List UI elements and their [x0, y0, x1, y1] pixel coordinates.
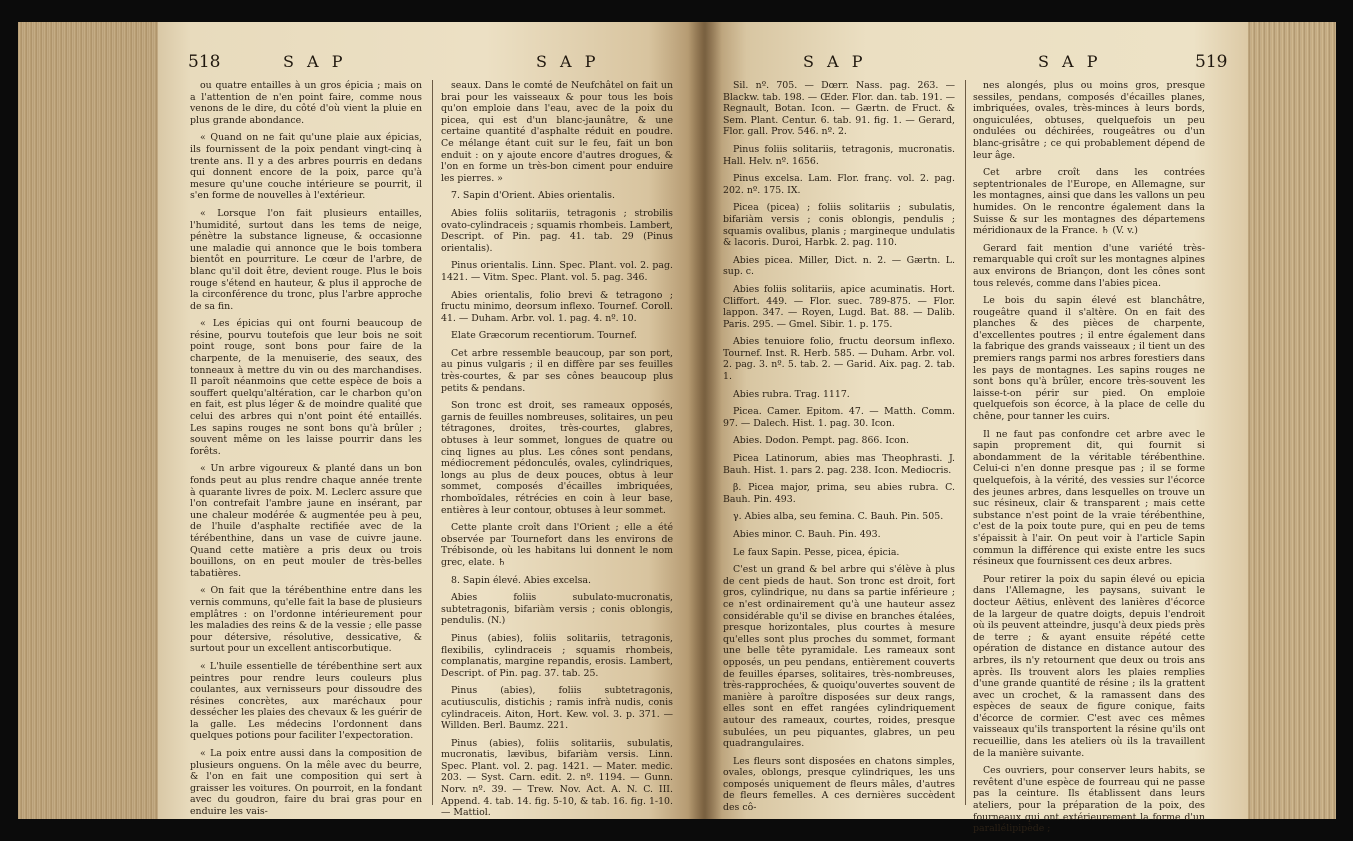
paragraph: « On fait que la térébenthine entre dans les vernis communs, qu'elle fait la base de plusieurs emplâtres : on l'ordonne intérieurement pour les maladies des reins & de la vessie ; elle passe pour détersive, résolutive, dessicative, & surtout pour un excellent antiscorbutique.	[190, 585, 422, 655]
running-header-right-1: S A P	[803, 52, 867, 71]
left-column-1	[190, 80, 422, 824]
paragraph: « Les épicias qui ont fourni beaucoup de résine, pourvu toutefois que leur bois ne soit point rouge, sont bons pour faire de la charpente, de la menuiserie, des seaux, des tonneaux à mettre du vin ou des marchandises. Il paroît néanmoins que cette espèce de bois a souffert quelqu'altération, car le charbon qu'on en fait, est plus léger & de moindre qualité que celui des arbres qui n'ont point été entaillés. Les sapins rouges ne sont bons qu'à brûler ; souvent même on les laisse pourrir dans les forêts.	[190, 318, 422, 457]
paragraph: « Un arbre vigoureux & planté dans un bon fonds peut au plus rendre chaque année trente à quarante livres de poix. M. Leclerc assure que l'on contrefait l'ambre jaune en insérant, par une chaleur modérée & augmentée peu à peu, de l'huile d'asphalte rectifiée avec de la térébenthine, dans un vase de cuivre jaune. Quand cette matière a pris deux ou trois bouillons, on en peut mouler de très-belles tabatières.	[190, 463, 422, 579]
paragraph: Cet arbre ressemble beaucoup, par son port, au pinus vulgaris ; il en diffère par ses feuilles très-courtes, & par ses cônes beaucoup plus petits & pendans.	[441, 347, 673, 394]
paragraph: Abies. Dodon. Pempt. pag. 866. Icon.	[733, 435, 909, 447]
paragraph: Son tronc est droit, ses rameaux opposés, garnis de feuilles nombreuses, solitaires, un peu tétragones, droites, très-courtes, glabres, obtuses à leur sommet, longues de quatre ou cinq lignes au plus. Les cônes sont pendans, médiocrement pédonculés, ovales, cylindriques, longs au plus de deux pouces, obtus à leur sommet, composés d'écailles imbriquées, rhomboïdales, rétrécies en coin à leur base, entières à leur contour, obtuses à leur sommet.	[441, 400, 673, 516]
column-rule-left	[432, 80, 433, 805]
paragraph: Picea. Camer. Epitom. 47. — Matth. Comm. 97. — Dalech. Hist. 1. pag. 30. Icon.	[723, 406, 955, 429]
paragraph: Abies foliis solitariis, tetragonis ; strobilis ovato-cylindraceis ; squamis rhombeis. Lambert, Descript. of Pin. pag. 41. tab. 29 (Pinus orientalis).	[441, 207, 673, 254]
paragraph: Pinus (abies), foliis solitariis, tetragonis, flexibilis, cylindraceis ; squamis rhombeis, complanatis, margine repandis, erosis. Lambert, Descript. of Pin. pag. 37. tab. 25.	[441, 632, 673, 679]
paragraph: Le bois du sapin élevé est blanchâtre, rougeâtre quand il s'altère. On en fait des planches & des pièces de charpente, d'excellentes poutres ; il entre également dans la fabrique des grands vaisseaux ; il tient un des premiers rangs parmi nos arbres forestiers dans les pays de montagnes. Les sapins rouges ne sont bons qu'à brûler, encore très-souvent les laisse-t-on périr sur pied. On emploie quelquefois son écorce, à la place de celle du chêne, pour tanner les cuirs.	[973, 295, 1205, 423]
paragraph: Pinus orientalis. Linn. Spec. Plant. vol. 2. pag. 1421. — Vitm. Spec. Plant. vol. 5. pag. 346.	[441, 260, 673, 283]
left-column-2	[441, 80, 673, 825]
paragraph: Elate Græcorum recentiorum. Tournef.	[451, 330, 637, 342]
paragraph: « Lorsque l'on fait plusieurs entailles, l'humidité, surtout dans les tems de neige, pénètre la substance ligneuse, & occasionne une maladie qui annonce que le bois tombera bientôt en pourriture. Le cœur de l'arbre, de blanc qu'il doit être, devient rouge. Plus le bois rouge s'étend en hauteur, & plus il approche de la circonférence du tronc, plus l'arbre approche de sa fin.	[190, 207, 422, 312]
page-number-right: 519	[1195, 52, 1228, 72]
paragraph: Sil. nº. 705. — Dœrr. Nass. pag. 263. — Blackw. tab. 198. — Œder. Flor. dan. tab. 191. — Regnault, Botan. Icon. — Gærtn. de Fruct. & Sem. Plant. Centur. 6. tab. 91. fig. 1. — Gerard, Flor. gall. Prov. 546. nº. 2.	[723, 80, 955, 138]
paragraph: γ. Abies alba, seu femina. C. Bauh. Pin. 505.	[733, 511, 944, 523]
paragraph: β. Picea major, prima, seu abies rubra. C. Bauh. Pin. 493.	[723, 482, 955, 505]
page-edges-left	[18, 22, 168, 819]
paragraph: Abies foliis subulato-mucronatis, subtetragonis, bifariàm versis ; conis oblongis, pendulis. (N.)	[441, 592, 673, 627]
paragraph: Abies tenuiore folio, fructu deorsum inflexo. Tournef. Inst. R. Herb. 585. — Duham. Arbr. vol. 2. pag. 3. nº. 5. tab. 2. — Garid. Aix. pag. 2. tab. 1.	[723, 336, 955, 383]
paragraph: 8. Sapin élevé. Abies excelsa.	[451, 574, 591, 586]
paragraph: nes alongés, plus ou moins gros, presque sessiles, pendans, composés d'écailles planes, imbriquées, ovales, très-minces à leurs bords, onguiculées, obtuses, quelquefois un peu ondulées ou déchirées, rougeâtres ou d'un blanc-grisâtre ; ce qui probablement dépend de leur âge.	[973, 80, 1205, 161]
paragraph: Abies picea. Miller, Dict. n. 2. — Gærtn. L. sup. c.	[723, 254, 955, 278]
paragraph: Picea Latinorum, abies mas Theophrasti. J. Bauh. Hist. 1. pars 2. pag. 238. Icon. Mediocris.	[723, 453, 955, 476]
paragraph: Gerard fait mention d'une variété très-remarquable qui croît sur les montagnes alpines aux environs de Briançon, dont les cônes sont tous relevés, comme dans l'abies picea.	[973, 242, 1205, 289]
paragraph: 7. Sapin d'Orient. Abies orientalis.	[451, 190, 615, 202]
right-column-2	[973, 80, 1205, 841]
page-number-left: 518	[188, 52, 221, 72]
paragraph: Il ne faut pas confondre cet arbre avec le sapin proprement dit, qui fournit si abondamment de la véritable térébenthine. Celui-ci n'en donne presque pas ; il se forme quelquefois, à la vérité, des vessies sur l'écorce des jeunes arbres, dans lesquelles on trouve un suc résineux, clair & transparent ; mais cette substance n'est point de la vraie térébenthine, c'est de la poix toute pure, qui en peu de tems s'épaissit à l'air. On peut voir à l'article Sapin commun la différence qui existe entre les sucs résineux que fournissent ces deux arbres.	[973, 428, 1205, 568]
paragraph: Pinus (abies), foliis subtetragonis, acutiusculis, distichis ; ramis infrà nudis, conis cylindraceis. Aiton, Hort. Kew. vol. 3. p. 371. — Willden. Berl. Baumz. 221.	[441, 685, 673, 732]
right-column-1	[723, 80, 955, 820]
column-rule-right	[965, 80, 966, 805]
paragraph: seaux. Dans le comté de Neufchâtel on fait un brai pour les vaisseaux & pour tous les bois qu'on emploie dans l'eau, avec de la poix du picea, qui est d'un blanc-jaunâtre, & une certaine quantité d'asphalte réduit en poudre. Ce mélange étant cuit sur le feu, fait un bon enduit : on y ajoute encore d'autres drogues, & l'on en forme un très-bon ciment pour enduire les pierres. »	[441, 80, 673, 184]
paragraph: Picea (picea) ; foliis solitariis ; subulatis, bifariàm versis ; conis oblongis, pendulis ; squamis ovalibus, planis ; margineque undulatis & lacoris. Duroi, Harbk. 2. pag. 110.	[723, 202, 955, 249]
book-gutter	[688, 22, 722, 819]
paragraph: Cette plante croît dans l'Orient ; elle a été observée par Tournefort dans les environs de Trébisonde, où les habitans lui donnent le nom grec, elate. ♄	[441, 522, 673, 568]
paragraph: Cet arbre croît dans les contrées septentrionales de l'Europe, en Allemagne, sur les montagnes, ainsi que dans les vallons un peu humides. On le rencontre également dans la Suisse & sur les montagnes des départemens méridionaux de la France. ♄ (V. v.)	[973, 167, 1205, 237]
paragraph: C'est un grand & bel arbre qui s'élève à plus de cent pieds de haut. Son tronc est droit, fort gros, cylindrique, nu dans sa partie inférieure ; ce n'est ordinairement qu'à une hauteur assez considérable qu'il se divise en branches étalées, presque horizontales, plus courtes à mesure qu'elles sont plus proches du sommet, formant une belle tête pyramidale. Les rameaux sont opposés, un peu pendans, entièrement couverts de feuilles éparses, solitaires, très-nombreuses, très-rapprochées, & quoiqu'ouvertes souvent de manière à paroître disposées sur deux rangs, elles sont en effet rangées cylindriquement autour des rameaux, courtes, roides, presque subulées, un peu piquantes, glabres, un peu quadrangulaires.	[723, 564, 955, 750]
paragraph: ou quatre entailles à un gros épicia ; mais on a l'attention de n'en point faire, comme nous venons de le dire, du côté d'où vient la pluie en plus grande abondance.	[190, 80, 422, 126]
paragraph: « La poix entre aussi dans la composition de plusieurs onguens. On la mêle avec du beurre, & l'on en fait une composition qui sert à graisser les voitures. On pourroit, en la fondant avec du goudron, faire du brai gras pour en enduire les vais-	[190, 748, 422, 818]
paragraph: Abies minor. C. Bauh. Pin. 493.	[733, 529, 881, 540]
paragraph: Ces ouvriers, pour conserver leurs habits, se revêtent d'une espèce de fourreau qui ne passe pas la ceinture. Ils établissent dans leurs ateliers, pour la préparation de la poix, des fourneaux qui ont extérieurement la forme d'un parallélipipède ;	[973, 765, 1205, 835]
left-page	[158, 22, 703, 819]
paragraph: Abies orientalis, folio brevi & tetragono ; fructu minimo, deorsum inflexo. Tournef. Coroll. 41. — Duham. Arbr. vol. 1. pag. 4. nº. 10.	[441, 289, 673, 324]
paragraph: Les fleurs sont disposées en chatons simples, ovales, oblongs, presque cylindriques, les uns composés uniquement de fleurs mâles, d'autres de fleurs femelles. A ces dernières succèdent des cô-	[723, 755, 955, 814]
paragraph: Pour retirer la poix du sapin élevé ou epicia dans l'Allemagne, les paysans, suivant le docteur Aëtius, enlèvent des lanières d'écorce de la largeur de quatre doigts, depuis l'endroit où ils peuvent atteindre, jusqu'à deux pieds près de terre ; & ayant ensuite répété cette opération de distance en distance autour des arbres, ils n'y retournent que deux ou trois ans après. Ils trouvent alors les plaies remplies d'une grande quantité de résine ; ils la grattent avec un crochet, & la ramassent dans des espèces de seaux de figure conique, faits d'écorce de cormier. C'est avec ces mêmes vaisseaux qu'ils transportent la résine qu'ils ont recueillie, dans les ateliers où ils la travaillent de la manière suivante.	[973, 573, 1205, 759]
paragraph: Pinus foliis solitariis, tetragonis, mucronatis. Hall. Helv. nº. 1656.	[723, 143, 955, 167]
paragraph: Abies foliis solitariis, apice acuminatis. Hort. Cliffort. 449. — Flor. suec. 789-875. — Flor. lappon. 347. — Royen, Lugd. Bat. 88. — Dalib. Paris. 295. — Gmel. Sibir. 1. p. 175.	[723, 283, 955, 330]
running-header-left-1: S A P	[283, 52, 347, 71]
paragraph: Pinus excelsa. Lam. Flor. franç. vol. 2. pag. 202. nº. 175. IX.	[723, 173, 955, 196]
running-header-right-2: S A P	[1038, 52, 1102, 71]
right-page	[703, 22, 1248, 835]
running-header-left-2: S A P	[536, 52, 600, 71]
paragraph: Abies rubra. Trag. 1117.	[733, 388, 850, 400]
book	[18, 22, 1336, 835]
paragraph: « Quand on ne fait qu'une plaie aux épicias, ils fournissent de la poix pendant vingt-cinq à trente ans. Il y a des arbres pourris en dedans qui donnent encore de la poix, parce qu'à mesure qu'une couche intérieure se pourrit, il s'en forme de nouvelles à l'extérieur.	[190, 132, 422, 202]
paragraph: « L'huile essentielle de térébenthine sert aux peintres pour rendre leurs couleurs plus coulantes, aux vernisseurs pour dissoudre des résines concrètes, aux maréchaux pour dessécher les plaies des chevaux & les guérir de la galle. Les médecins l'ordonnent dans quelques potions pour faciliter l'expectoration.	[190, 660, 422, 742]
paragraph: Pinus (abies), foliis solitariis, subulatis, mucronatis, lævibus, bifariàm versis. Linn. Spec. Plant. vol. 2. pag. 1421. — Mater. medic. 203. — Syst. Carn. edit. 2. nº. 1194. — Gunn. Norv. nº. 39. — Trew. Nov. Act. A. N. C. III. Append. 4. tab. 14. fig. 5-10, & tab. 16. fig. 1-10. — Mattiol.	[441, 737, 673, 819]
paragraph: Le faux Sapin. Pesse, picea, épicia.	[733, 546, 900, 558]
